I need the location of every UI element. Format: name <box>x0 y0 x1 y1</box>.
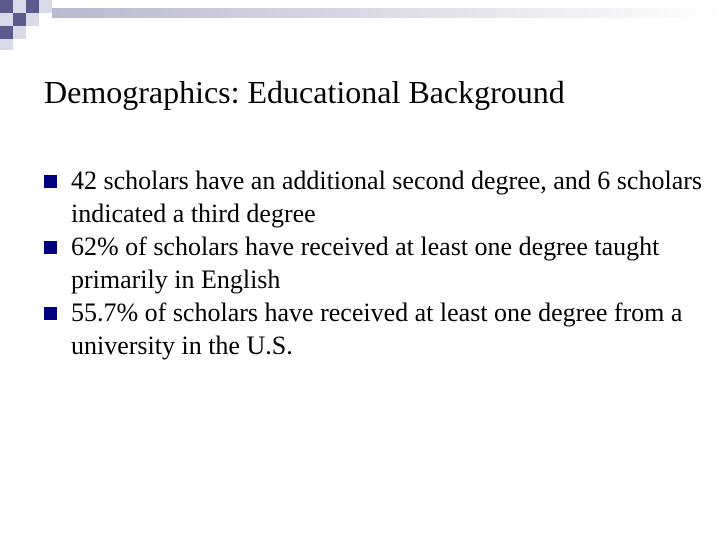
bullet-item <box>44 296 704 362</box>
bullet-item <box>44 164 704 230</box>
bullet-text: 62% of scholars have received at least one degree taught primarily in English <box>71 232 660 294</box>
square-bullet-icon <box>44 241 57 254</box>
corner-decoration <box>0 0 720 50</box>
bullet-text: 55.7% of scholars have received at least one degree from a university in the U.S. <box>71 298 683 360</box>
square-bullet-icon <box>44 307 57 320</box>
bullet-text: 42 scholars have an additional second degree, and 6 scholars indicated a third degree <box>71 166 703 228</box>
bullet-item <box>44 230 704 296</box>
square-bullet-icon <box>44 175 57 188</box>
top-stripe-band <box>52 8 720 18</box>
bullet-list <box>44 164 704 362</box>
checker-pattern <box>0 0 52 50</box>
slide-title: Demographics: Educational Background <box>44 74 565 110</box>
